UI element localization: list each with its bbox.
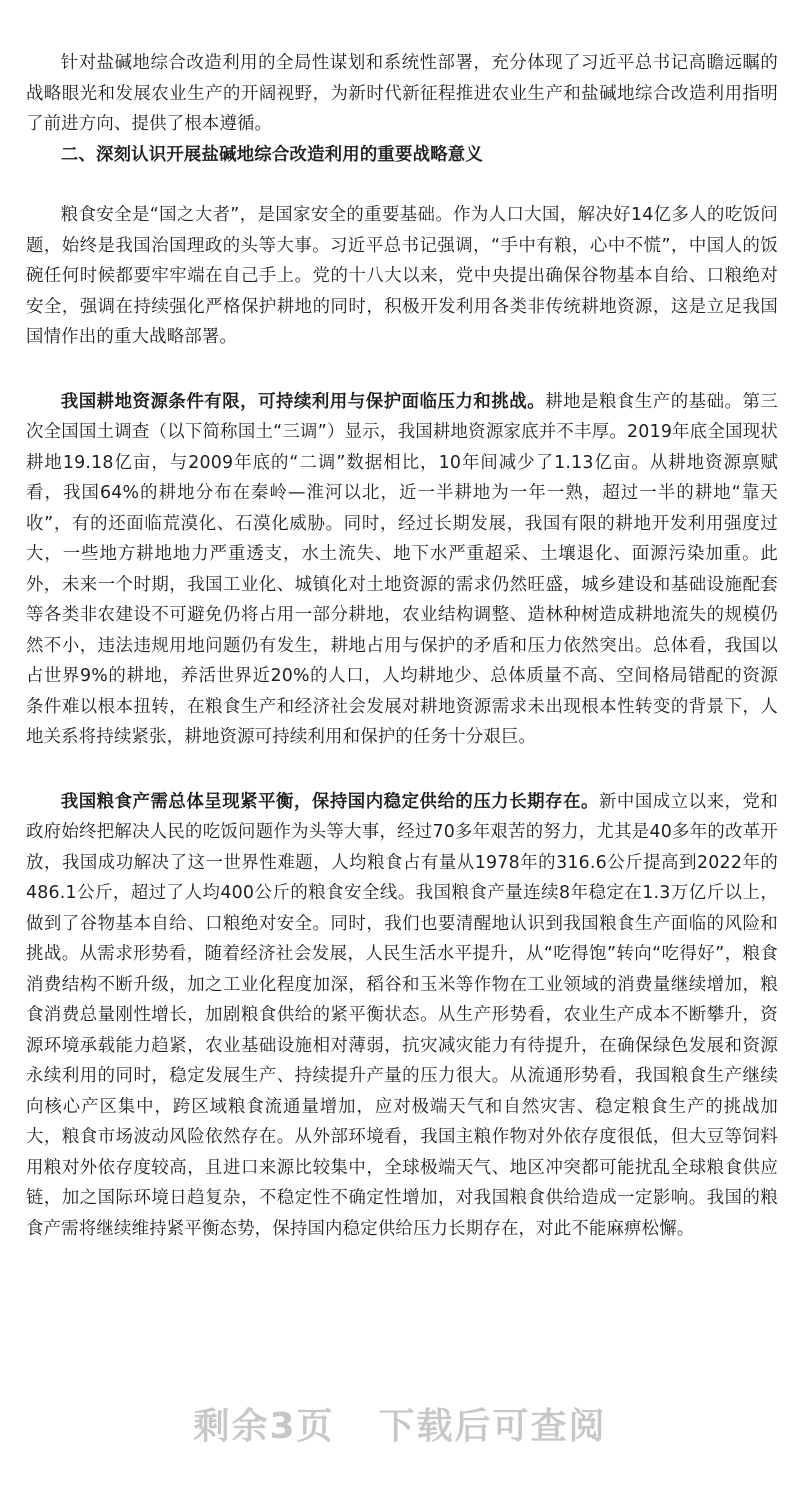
paragraph-grain [26, 787, 778, 1245]
paragraph-food-security: 粮食安全是“国之大者”，是国家安全的重要基础。作为人口大国，解决好14亿多人的吃饭问题，始终是我国治国理政的头等大事。习近平总书记强调，“手中有粮，心中不慌”，中国人的饭碗任何时候都要牢牢端在自己手上。党的十八大以来，党中央提出确保谷物基本自给、口粮绝对安全，强调在持续强化严格保护耕地的同时，积极开发利用各类非传统耕地资源，这是立足我国国情作出的重大战略部署。 [26, 205, 778, 347]
remaining-pages-text: 剩余3页 [193, 1406, 335, 1447]
paragraph-grain-body: 新中国成立以来，党和政府始终把解决人民的吃饭问题作为头等大事，经过70多年艰苦的努力，尤其是40多年的改革开放，我国成功解决了这一世界性难题，人均粮食占有量从1978年的316.6公斤提高到2022年的486.1公斤，超过了人均400公斤的粮食安全线。我国粮食产量连续8年稳定在1.3万亿斤以上，做到了谷物基本自给、口粮绝对安全。同时，我们也要清醒地认识到我国粮食生产面临的风险和挑战。从需求形势看，随着经济社会发展，人民生活水平提升，从“吃得饱”转向“吃得好”，粮食消费结构不断升级，加之工业化程度加深，稻谷和玉米等作物在工业领域的消费量继续增加，粮食消费总量刚性增长，加剧粮食供给的紧平衡状态。从生产形势看，农业生产成本不断攀升，资源环境承载能力趋紧，农业基础设施相对薄弱，抗灾减灾能力有待提升，在确保绿色发展和资源永续利用的同时，稳定发展生产、持续提升产量的压力很大。从流通形势看，我国粮食生产继续向核心产区集中，跨区域粮食流通量增加，应对极端天气和自然灾害、稳定粮食生产的挑战加大，粮食市场波动风险依然存在。从外部环境看，我国主粮作物对外依存度很低，但大豆等饲料用粮对外依存度较高，且进口来源比较集中，全球极端天气、地区冲突都可能扰乱全球粮食供应链，加之国际环境日趋复杂，不稳定性不确定性增加，对我国粮食供给造成一定影响。我国的粮食产需将继续维持紧平衡态势，保持国内稳定供给压力长期存在，对此不能麻痹松懈。 [26, 791, 778, 1239]
paragraph-farmland-lead: 我国耕地资源条件有限，可持续利用与保护面临压力和挑战。 [60, 391, 546, 412]
document-body [26, 48, 778, 1244]
paragraph-grain-lead: 我国粮食产需总体呈现紧平衡，保持国内稳定供给的压力长期存在。 [60, 791, 599, 812]
section-heading: 二、深刻认识开展盐碱地综合改造利用的重要战略意义 [60, 144, 483, 165]
paragraph-farmland [26, 387, 778, 753]
download-prompt-text: 下载后可查阅 [378, 1406, 607, 1447]
paragraph-farmland-body: 耕地是粮食生产的基础。第三次全国国土调查（以下简称国土“三调”）显示，我国耕地资源家底并不丰厚。2019年底全国现状耕地19.18亿亩，与2009年底的“二调”数据相比，10年间减少了1.13亿亩。从耕地资源禀赋看，我国64%的耕地分布在秦岭—淮河以北，近一半耕地为一年一熟，超过一半的耕地“靠天收”，有的还面临荒漠化、石漠化威胁。同时，经过长期发展，我国有限的耕地开发利用强度过大，一些地方耕地地力严重透支，水土流失、地下水严重超采、土壤退化、面源污染加重。此外，未来一个时期，我国工业化、城镇化对土地资源的需求仍然旺盛，城乡建设和基础设施配套等各类非农建设不可避免仍将占用一部分耕地，农业结构调整、造林种树造成耕地流失的规模仍然不小，违法违规用地问题仍有发生，耕地占用与保护的矛盾和压力依然突出。总体看，我国以占世界9%的耕地，养活世界近20%的人口，人均耕地少、总体质量不高、空间格局错配的资源条件难以根本扭转，在粮食生产和经济社会发展对耕地资源需求未出现根本性转变的背景下，人地关系将持续紧张，耕地资源可持续利用和保护的任务十分艰巨。 [26, 391, 778, 747]
download-banner[interactable] [0, 1398, 800, 1449]
paragraph-intro: 针对盐碱地综合改造利用的全局性谋划和系统性部署，充分体现了习近平总书记高瞻远瞩的战略眼光和发展农业生产的开阔视野，为新时代新征程推进农业生产和盐碱地综合改造利用指明了前进方向、提供了根本遵循。 [26, 53, 778, 134]
